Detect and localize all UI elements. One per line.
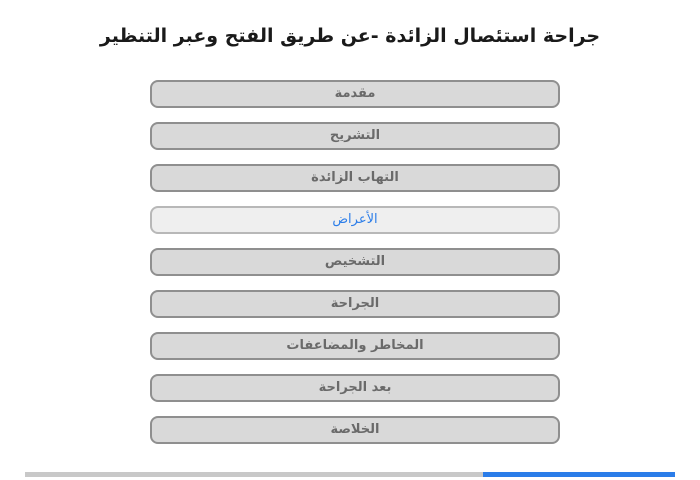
menu-item-symptoms[interactable]: الأعراض [150,206,560,234]
progress-bar-fill [483,472,675,477]
page-title: جراحة استئصال الزائدة -عن طريق الفتح وعبر التنظير [99,24,601,47]
menu-item-surgery[interactable]: الجراحة [150,290,560,318]
menu-item-diagnosis[interactable]: التشخيص [150,248,560,276]
menu-item-risks-complications[interactable]: المخاطر والمضاعفات [150,332,560,360]
menu-item-appendicitis[interactable]: التهاب الزائدة [150,164,560,192]
menu-item-anatomy[interactable]: التشريح [150,122,560,150]
chapter-menu [150,80,560,458]
menu-item-introduction[interactable]: مقدمة [150,80,560,108]
menu-item-summary[interactable]: الخلاصة [150,416,560,444]
menu-item-after-surgery[interactable]: بعد الجراحة [150,374,560,402]
progress-bar [25,472,675,477]
